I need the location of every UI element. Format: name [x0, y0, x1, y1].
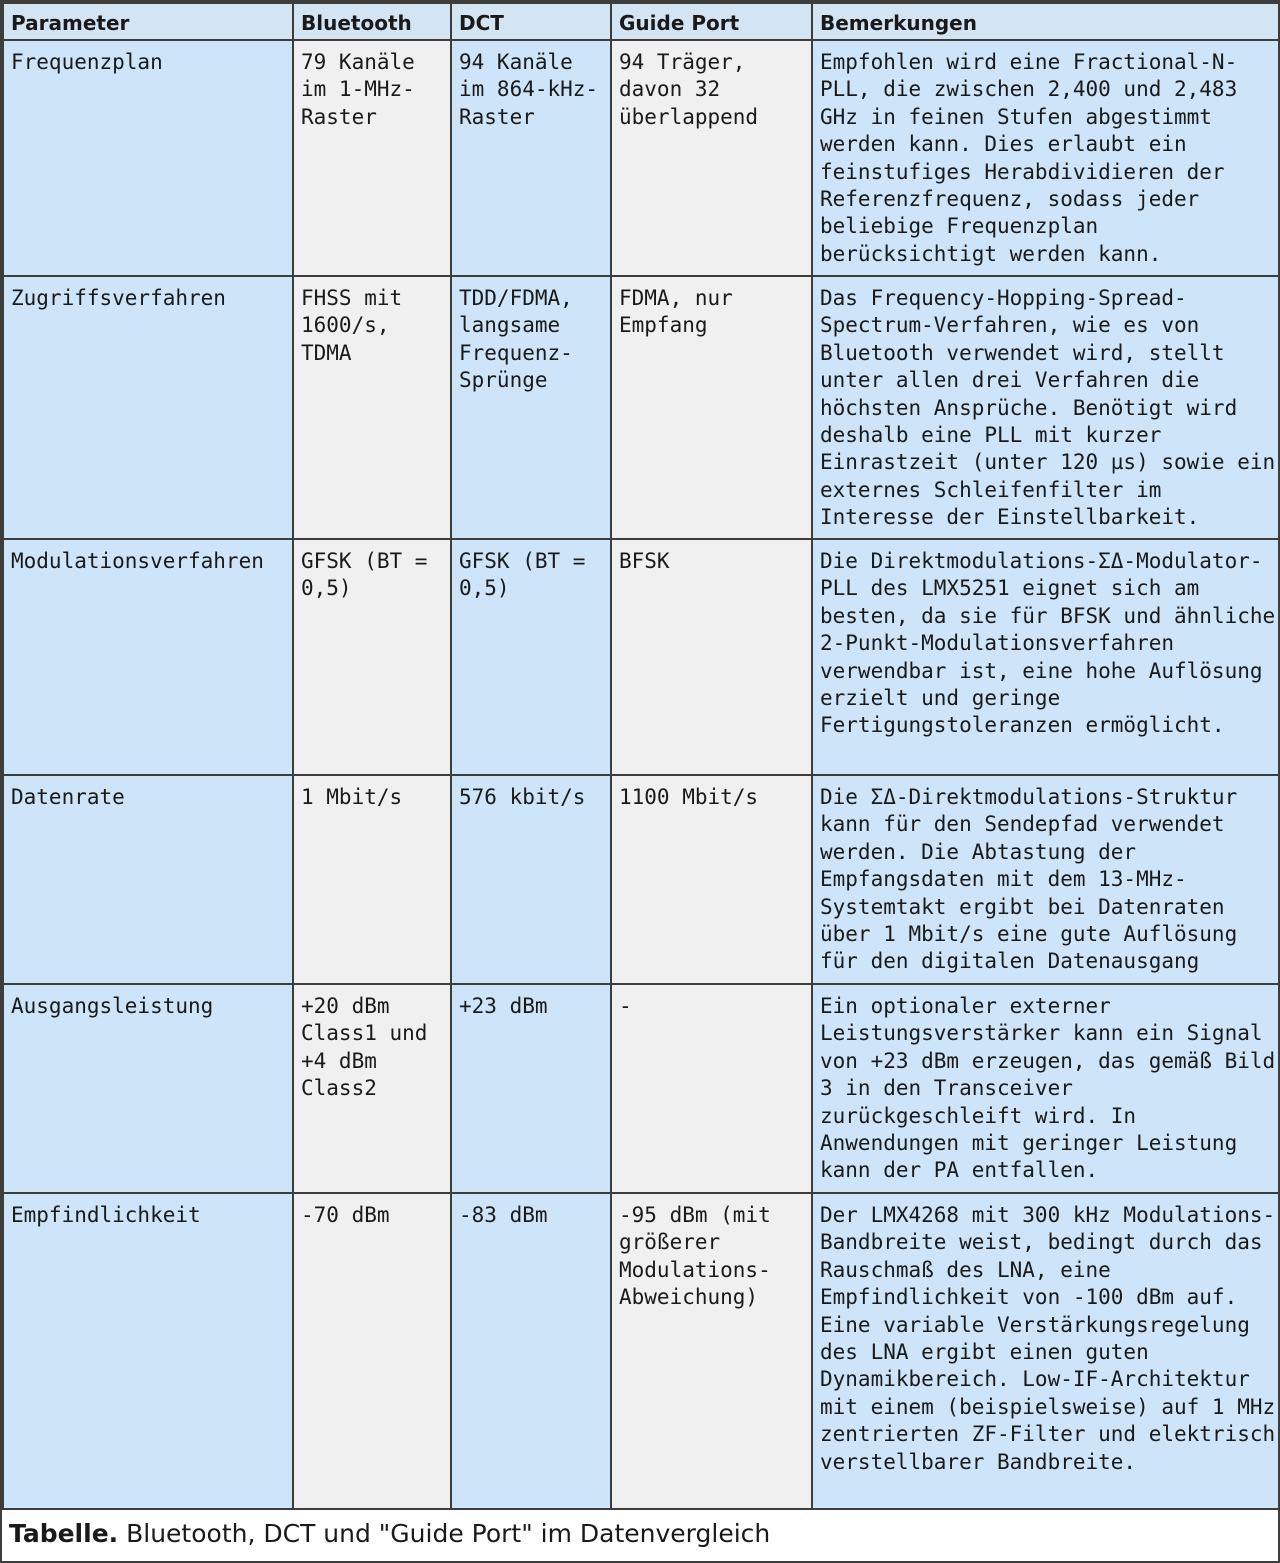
comparison-table: [2, 2, 1280, 1510]
cell-guide-port: BFSK: [611, 539, 812, 775]
cell-bluetooth: 79 Kanäle im 1-MHz-Raster: [293, 40, 451, 276]
cell-guide-port: -: [611, 984, 812, 1193]
cell-parameter: Modulationsverfahren: [3, 539, 293, 775]
cell-remarks: Die Direktmodulations-ΣΔ-Modulator-PLL des LMX5251 eignet sich am besten, da sie für BFSK und ähnliche 2-Punkt-Modulationsverfahren verwendbar ist, eine hohe Auflösung erzielt und geringe Fertigungstoleranzen ermöglicht.: [812, 539, 1279, 775]
cell-remarks: Der LMX4268 mit 300 kHz Modulations-Bandbreite weist, bedingt durch das Rauschmaß des LNA, eine Empfindlichkeit von -100 dBm auf. Eine variable Verstärkungsregelung des LNA ergibt einen guten Dynamikbereich. Low-IF-Architektur mit einem (beispielsweise) auf 1 MHz zentrierten ZF-Filter und elektrisch verstellbarer Bandbreite.: [812, 1193, 1279, 1509]
cell-bluetooth: 1 Mbit/s: [293, 775, 451, 984]
cell-dct: +23 dBm: [451, 984, 611, 1193]
cell-parameter: Datenrate: [3, 775, 293, 984]
cell-guide-port: 1100 Mbit/s: [611, 775, 812, 984]
table-row: [3, 40, 1279, 276]
cell-remarks: Das Frequency-Hopping-Spread-Spectrum-Verfahren, wie es von Bluetooth verwendet wird, stellt unter allen drei Verfahren die höchsten Ansprüche. Benötigt wird deshalb eine PLL mit kurzer Einrastzeit (unter 120 µs) sowie ein externes Schleifenfilter im Interesse der Einstellbarkeit.: [812, 276, 1279, 539]
cell-remarks: Empfohlen wird eine Fractional-N-PLL, die zwischen 2,400 und 2,483 GHz in feinen Stufen abgestimmt werden kann. Dies erlaubt ein feinstufiges Herabdividieren der Referenzfrequenz, sodass jeder beliebige Frequenzplan berücksichtigt werden kann.: [812, 40, 1279, 276]
header-guide-port: Guide Port: [611, 3, 812, 40]
table-row: [3, 775, 1279, 984]
cell-bluetooth: FHSS mit 1600/s, TDMA: [293, 276, 451, 539]
table-row: [3, 1193, 1279, 1509]
header-row: [3, 3, 1279, 40]
cell-remarks: Die ΣΔ-Direktmodulations-Struktur kann für den Sendepfad verwendet werden. Die Abtastung der Empfangsdaten mit dem 13-MHz-Systemtakt ergibt bei Datenraten über 1 Mbit/s eine gute Auflösung für den digitalen Datenausgang: [812, 775, 1279, 984]
header-dct: DCT: [451, 3, 611, 40]
cell-parameter: Empfindlichkeit: [3, 1193, 293, 1509]
header-parameter: Parameter: [3, 3, 293, 40]
cell-guide-port: -95 dBm (mit größerer Modulations-Abweichung): [611, 1193, 812, 1509]
cell-bluetooth: GFSK (BT = 0,5): [293, 539, 451, 775]
cell-dct: GFSK (BT = 0,5): [451, 539, 611, 775]
table-row: [3, 276, 1279, 539]
cell-dct: -83 dBm: [451, 1193, 611, 1509]
header-remarks: Bemerkungen: [812, 3, 1279, 40]
cell-parameter: Zugriffsverfahren: [3, 276, 293, 539]
cell-dct: 94 Kanäle im 864-kHz-Raster: [451, 40, 611, 276]
table-row: [3, 539, 1279, 775]
cell-parameter: Ausgangsleistung: [3, 984, 293, 1193]
cell-dct: 576 kbit/s: [451, 775, 611, 984]
cell-bluetooth: +20 dBm Class1 und +4 dBm Class2: [293, 984, 451, 1193]
cell-remarks: Ein optionaler externer Leistungsverstärker kann ein Signal von +23 dBm erzeugen, das gemäß Bild 3 in den Transceiver zurückgeschleift wird. In Anwendungen mit geringer Leistung kann der PA entfallen.: [812, 984, 1279, 1193]
caption-label: Tabelle.: [9, 1519, 119, 1548]
cell-dct: TDD/FDMA, langsame Frequenz-Sprünge: [451, 276, 611, 539]
header-bluetooth: Bluetooth: [293, 3, 451, 40]
cell-parameter: Frequenzplan: [3, 40, 293, 276]
table-caption: [2, 1510, 1278, 1558]
caption-text: Bluetooth, DCT und "Guide Port" im Datenvergleich: [118, 1519, 771, 1548]
cell-guide-port: 94 Träger, davon 32 überlappend: [611, 40, 812, 276]
table-row: [3, 984, 1279, 1193]
cell-guide-port: FDMA, nur Empfang: [611, 276, 812, 539]
cell-bluetooth: -70 dBm: [293, 1193, 451, 1509]
